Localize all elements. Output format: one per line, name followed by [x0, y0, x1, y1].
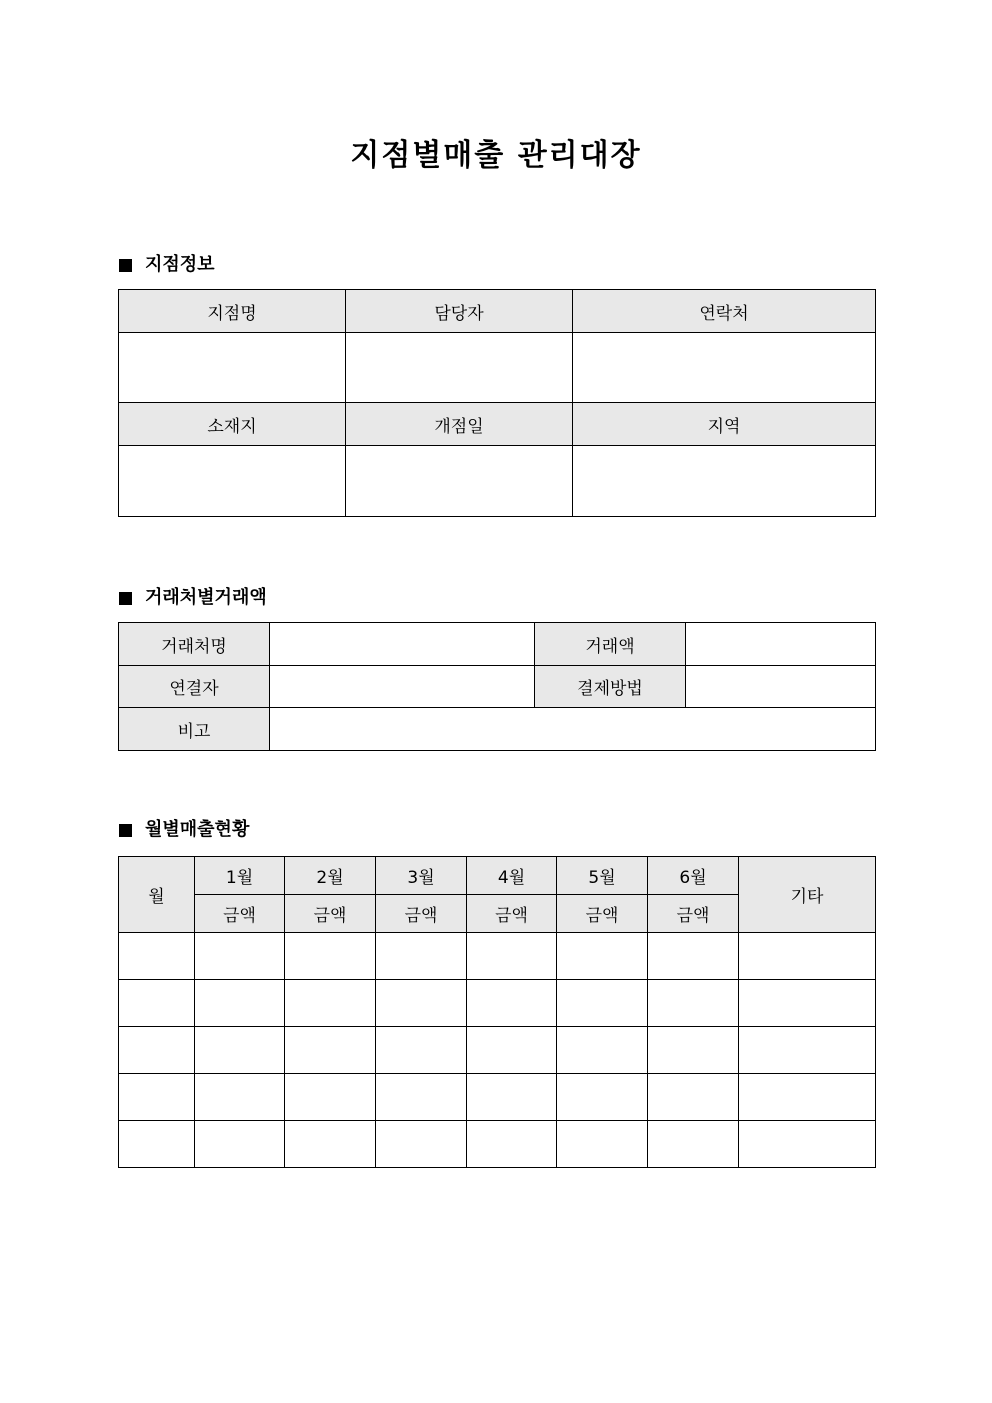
open-date-field[interactable] [346, 446, 573, 517]
monthly-sales-row [119, 1121, 876, 1168]
square-bullet-icon [119, 592, 132, 605]
monthly-sales-cell[interactable] [285, 1027, 376, 1074]
monthly-sales-cell[interactable] [739, 1121, 876, 1168]
monthly-sales-cell[interactable] [557, 980, 648, 1027]
branch-info-header-row [119, 403, 876, 446]
monthly-sales-cell[interactable] [195, 1074, 285, 1121]
monthly-sales-cell[interactable] [739, 1027, 876, 1074]
client-name-label: 거래처명 [119, 623, 270, 666]
monthly-sales-cell[interactable] [285, 980, 376, 1027]
amount-subheader: 금액 [195, 895, 285, 933]
branch-info-input-row [119, 333, 876, 403]
monthly-sales-cell[interactable] [119, 980, 195, 1027]
monthly-sales-cell[interactable] [376, 933, 467, 980]
month-3-header: 3월 [376, 857, 467, 895]
monthly-sales-cell[interactable] [119, 1121, 195, 1168]
monthly-sales-cell[interactable] [376, 1074, 467, 1121]
monthly-sales-cell[interactable] [285, 1121, 376, 1168]
manager-header: 담당자 [346, 290, 573, 333]
contact-label: 연결자 [119, 666, 270, 708]
branch-info-table [118, 289, 876, 517]
monthly-sales-table [118, 856, 876, 1168]
monthly-sales-cell[interactable] [557, 1121, 648, 1168]
monthly-sales-row [119, 1074, 876, 1121]
payment-method-field[interactable] [686, 666, 876, 708]
monthly-sales-cell[interactable] [376, 1027, 467, 1074]
monthly-sales-cell[interactable] [648, 980, 739, 1027]
branch-name-field[interactable] [119, 333, 346, 403]
square-bullet-icon [119, 259, 132, 272]
amount-subheader: 금액 [648, 895, 739, 933]
address-header: 소재지 [119, 403, 346, 446]
monthly-sales-cell[interactable] [195, 1027, 285, 1074]
note-label: 비고 [119, 708, 270, 751]
region-field[interactable] [573, 446, 876, 517]
monthly-sales-cell[interactable] [195, 980, 285, 1027]
client-row [119, 708, 876, 751]
monthly-sales-cell[interactable] [467, 1027, 557, 1074]
branch-name-header: 지점명 [119, 290, 346, 333]
monthly-sales-row [119, 933, 876, 980]
amount-subheader: 금액 [467, 895, 557, 933]
branch-info-input-row [119, 446, 876, 517]
monthly-sales-row [119, 1027, 876, 1074]
monthly-sales-row [119, 980, 876, 1027]
amount-subheader: 금액 [557, 895, 648, 933]
monthly-sales-cell[interactable] [195, 933, 285, 980]
month-5-header: 5월 [557, 857, 648, 895]
branch-info-heading [119, 253, 215, 277]
monthly-sales-cell[interactable] [557, 1027, 648, 1074]
amount-label: 거래액 [535, 623, 686, 666]
client-transactions-heading-label: 거래처별거래액 [145, 587, 267, 608]
monthly-sales-heading [119, 818, 249, 842]
phone-header: 연락처 [573, 290, 876, 333]
document-title: 지점별매출 관리대장 [350, 138, 642, 173]
note-field[interactable] [270, 708, 876, 751]
client-transactions-table [118, 622, 876, 751]
monthly-sales-cell[interactable] [285, 933, 376, 980]
open-date-header: 개점일 [346, 403, 573, 446]
monthly-sales-cell[interactable] [648, 1074, 739, 1121]
address-field[interactable] [119, 446, 346, 517]
monthly-header-row [119, 857, 876, 895]
monthly-sales-cell[interactable] [376, 980, 467, 1027]
square-bullet-icon [119, 824, 132, 837]
monthly-sales-cell[interactable] [648, 1027, 739, 1074]
monthly-sales-cell[interactable] [739, 933, 876, 980]
monthly-sales-cell[interactable] [648, 933, 739, 980]
monthly-sales-body [119, 933, 876, 1168]
monthly-sales-cell[interactable] [739, 980, 876, 1027]
branch-info-heading-label: 지점정보 [145, 254, 215, 275]
manager-field[interactable] [346, 333, 573, 403]
amount-subheader: 금액 [376, 895, 467, 933]
monthly-sales-cell[interactable] [285, 1074, 376, 1121]
monthly-sales-cell[interactable] [119, 1027, 195, 1074]
month-2-header: 2월 [285, 857, 376, 895]
monthly-sales-cell[interactable] [467, 933, 557, 980]
month-4-header: 4월 [467, 857, 557, 895]
client-name-field[interactable] [270, 623, 535, 666]
payment-method-label: 결제방법 [535, 666, 686, 708]
month-column-header: 월 [119, 857, 195, 933]
phone-field[interactable] [573, 333, 876, 403]
monthly-sales-cell[interactable] [467, 1121, 557, 1168]
monthly-sales-cell[interactable] [195, 1121, 285, 1168]
other-column-header: 기타 [739, 857, 876, 933]
client-transactions-heading [119, 586, 267, 610]
monthly-sales-cell[interactable] [119, 933, 195, 980]
monthly-sales-heading-label: 월별매출현황 [145, 819, 250, 840]
month-6-header: 6월 [648, 857, 739, 895]
monthly-sales-cell[interactable] [119, 1074, 195, 1121]
monthly-sales-cell[interactable] [376, 1121, 467, 1168]
client-row [119, 666, 876, 708]
monthly-sales-cell[interactable] [739, 1074, 876, 1121]
branch-info-header-row [119, 290, 876, 333]
contact-field[interactable] [270, 666, 535, 708]
client-row [119, 623, 876, 666]
monthly-sales-cell[interactable] [557, 933, 648, 980]
monthly-sales-cell[interactable] [467, 980, 557, 1027]
amount-subheader: 금액 [285, 895, 376, 933]
month-1-header: 1월 [195, 857, 285, 895]
monthly-sales-cell[interactable] [557, 1074, 648, 1121]
monthly-sales-cell[interactable] [648, 1121, 739, 1168]
monthly-sales-cell[interactable] [467, 1074, 557, 1121]
amount-field[interactable] [686, 623, 876, 666]
region-header: 지역 [573, 403, 876, 446]
